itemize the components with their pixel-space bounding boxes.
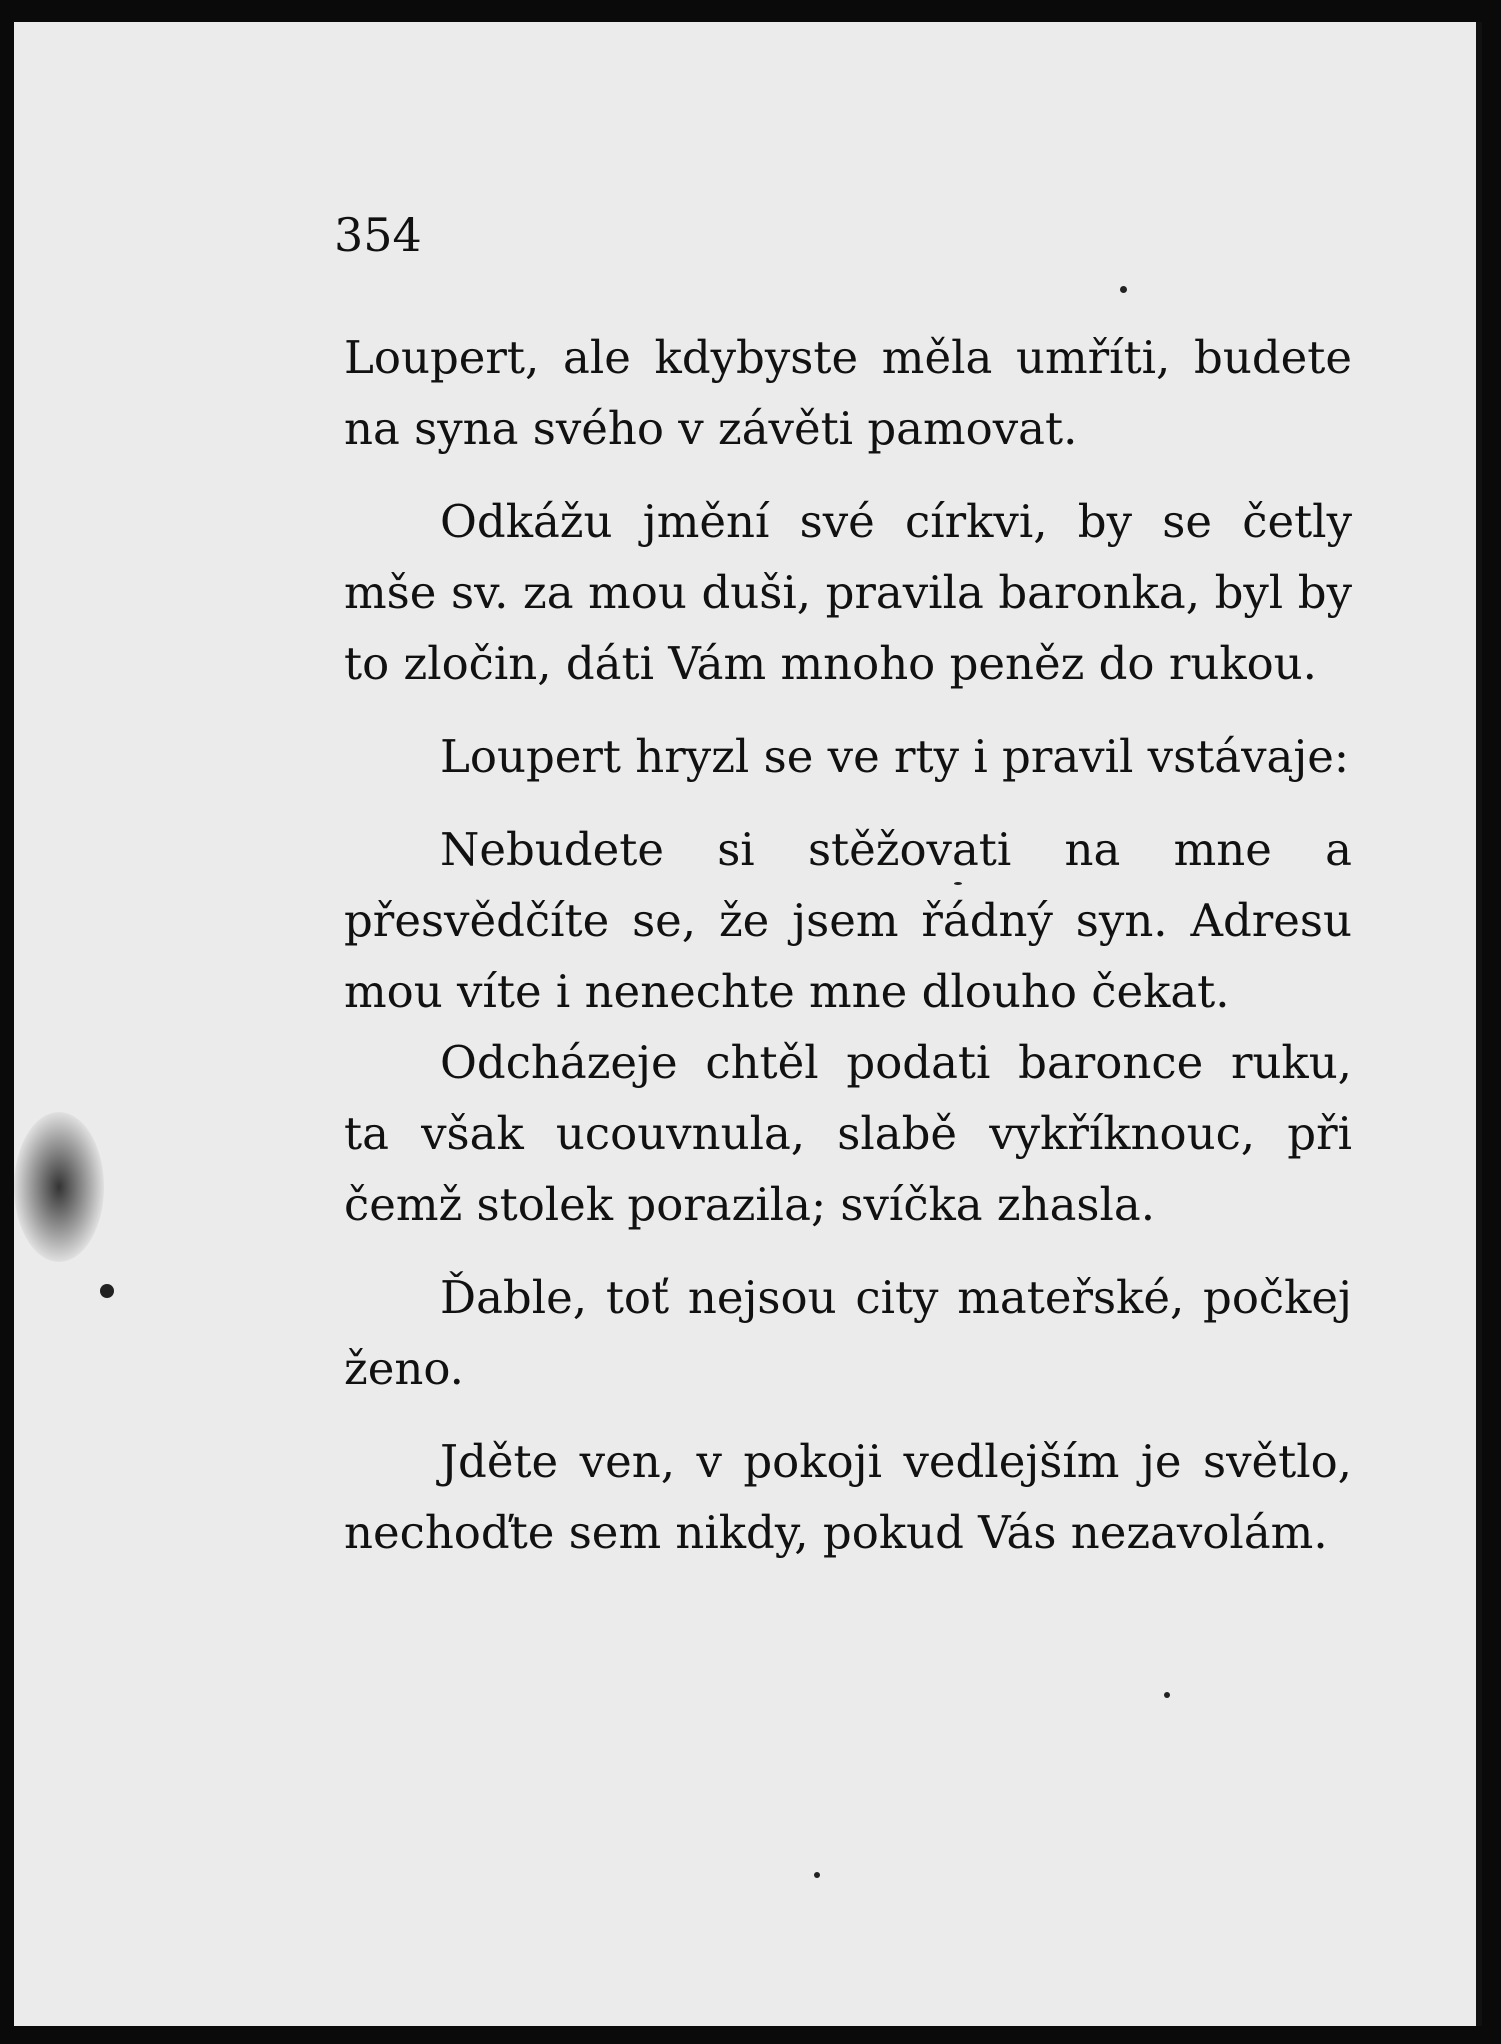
paragraph: Odkážu jmění své církvi, by se četly mše sv. za mou duši, pravila baronka, byl by to zločin, dáti Vám mnoho peněz do rukou. [344, 495, 1352, 690]
paragraph: Ďable, toť nejsou city mateřské, počkej ženo. [344, 1271, 1352, 1395]
page-body [344, 322, 1352, 1590]
paragraph: Loupert, ale kdybyste měla umříti, budete na syna svého v závěti pamovat. [344, 331, 1352, 455]
ink-speck [954, 882, 962, 885]
ink-speck [1120, 286, 1127, 293]
paragraph: Jděte ven, v pokoji vedlejším je světlo, nechoďte sem nikdy, pokud Vás nezavolám. [344, 1435, 1352, 1559]
paragraph: Nebudete si stěžovati na mne a přesvědčíte se, že jsem řádný syn. Adresu mou víte i nenechte mne dlouho čekat. [344, 823, 1352, 1018]
paragraph: Odcházeje chtěl podati baronce ruku, ta však ucouvnula, slabě vykříknouc, při čemž stolek porazila; svíčka zhasla. [344, 1036, 1352, 1231]
ink-speck [814, 1872, 820, 1878]
page-number: 354 [334, 208, 422, 262]
book-page [14, 22, 1482, 2026]
paragraph: Loupert hryzl se ve rty i pravil vstávaje: [440, 730, 1350, 783]
ink-speck [100, 1284, 114, 1298]
ink-smudge [14, 1112, 104, 1262]
ink-speck [1164, 1692, 1170, 1698]
